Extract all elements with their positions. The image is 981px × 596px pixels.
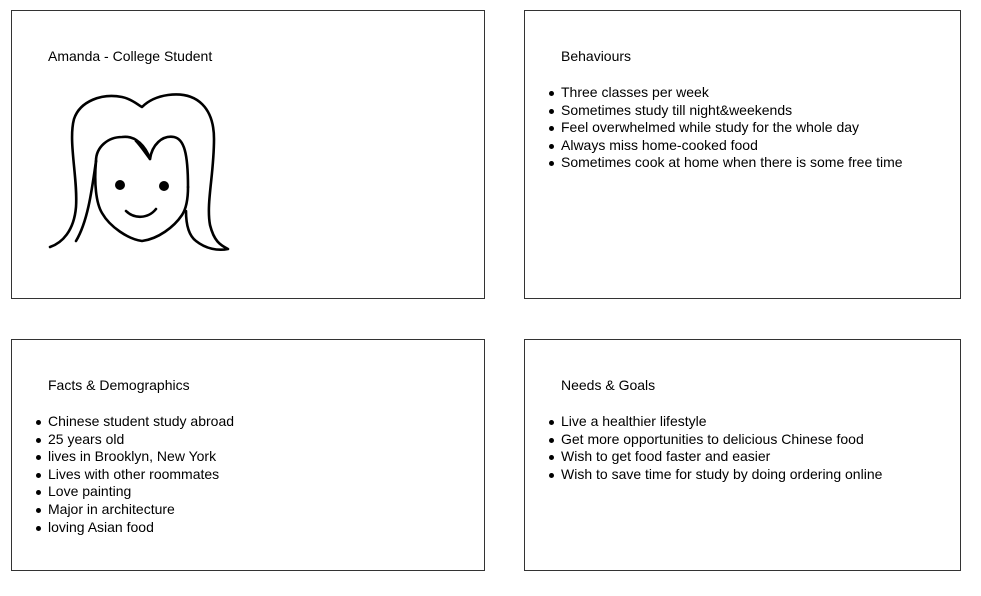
behaviours-card	[524, 10, 961, 299]
list-item: 25 years old	[48, 431, 234, 449]
needs-title: Needs & Goals	[561, 377, 656, 393]
list-item: Love painting	[48, 483, 234, 501]
needs-list	[561, 413, 882, 483]
behaviours-list	[561, 84, 903, 172]
list-item: Always miss home-cooked food	[561, 137, 903, 155]
behaviours-title: Behaviours	[561, 48, 632, 64]
needs-card	[524, 339, 961, 571]
list-item: Major in architecture	[48, 501, 234, 519]
persona-title: Amanda - College Student	[48, 48, 213, 64]
list-item: lives in Brooklyn, New York	[48, 448, 234, 466]
list-item: Wish to save time for study by doing ordering online	[561, 465, 883, 482]
woman-face-sketch-icon	[48, 91, 238, 266]
list-item: Chinese student study abroad	[48, 413, 235, 429]
list-item: Live a healthier lifestyle	[561, 413, 882, 431]
list-item: Feel overwhelmed while study for the whole day	[561, 119, 903, 137]
list-item: Sometimes cook at home when there is some free time	[561, 154, 903, 171]
list-item: Sometimes study till night&weekends	[561, 102, 903, 120]
list-item: Get more opportunities to delicious Chinese food	[561, 431, 882, 449]
list-item: Three classes per week	[561, 84, 903, 102]
list-item: loving Asian food	[48, 519, 234, 537]
persona-card	[11, 10, 485, 299]
list-item: Lives with other roommates	[48, 466, 234, 484]
list-item: Wish to get food faster and easier	[561, 448, 882, 466]
facts-list	[48, 413, 234, 536]
facts-title: Facts & Demographics	[48, 377, 190, 393]
facts-card	[11, 339, 485, 571]
